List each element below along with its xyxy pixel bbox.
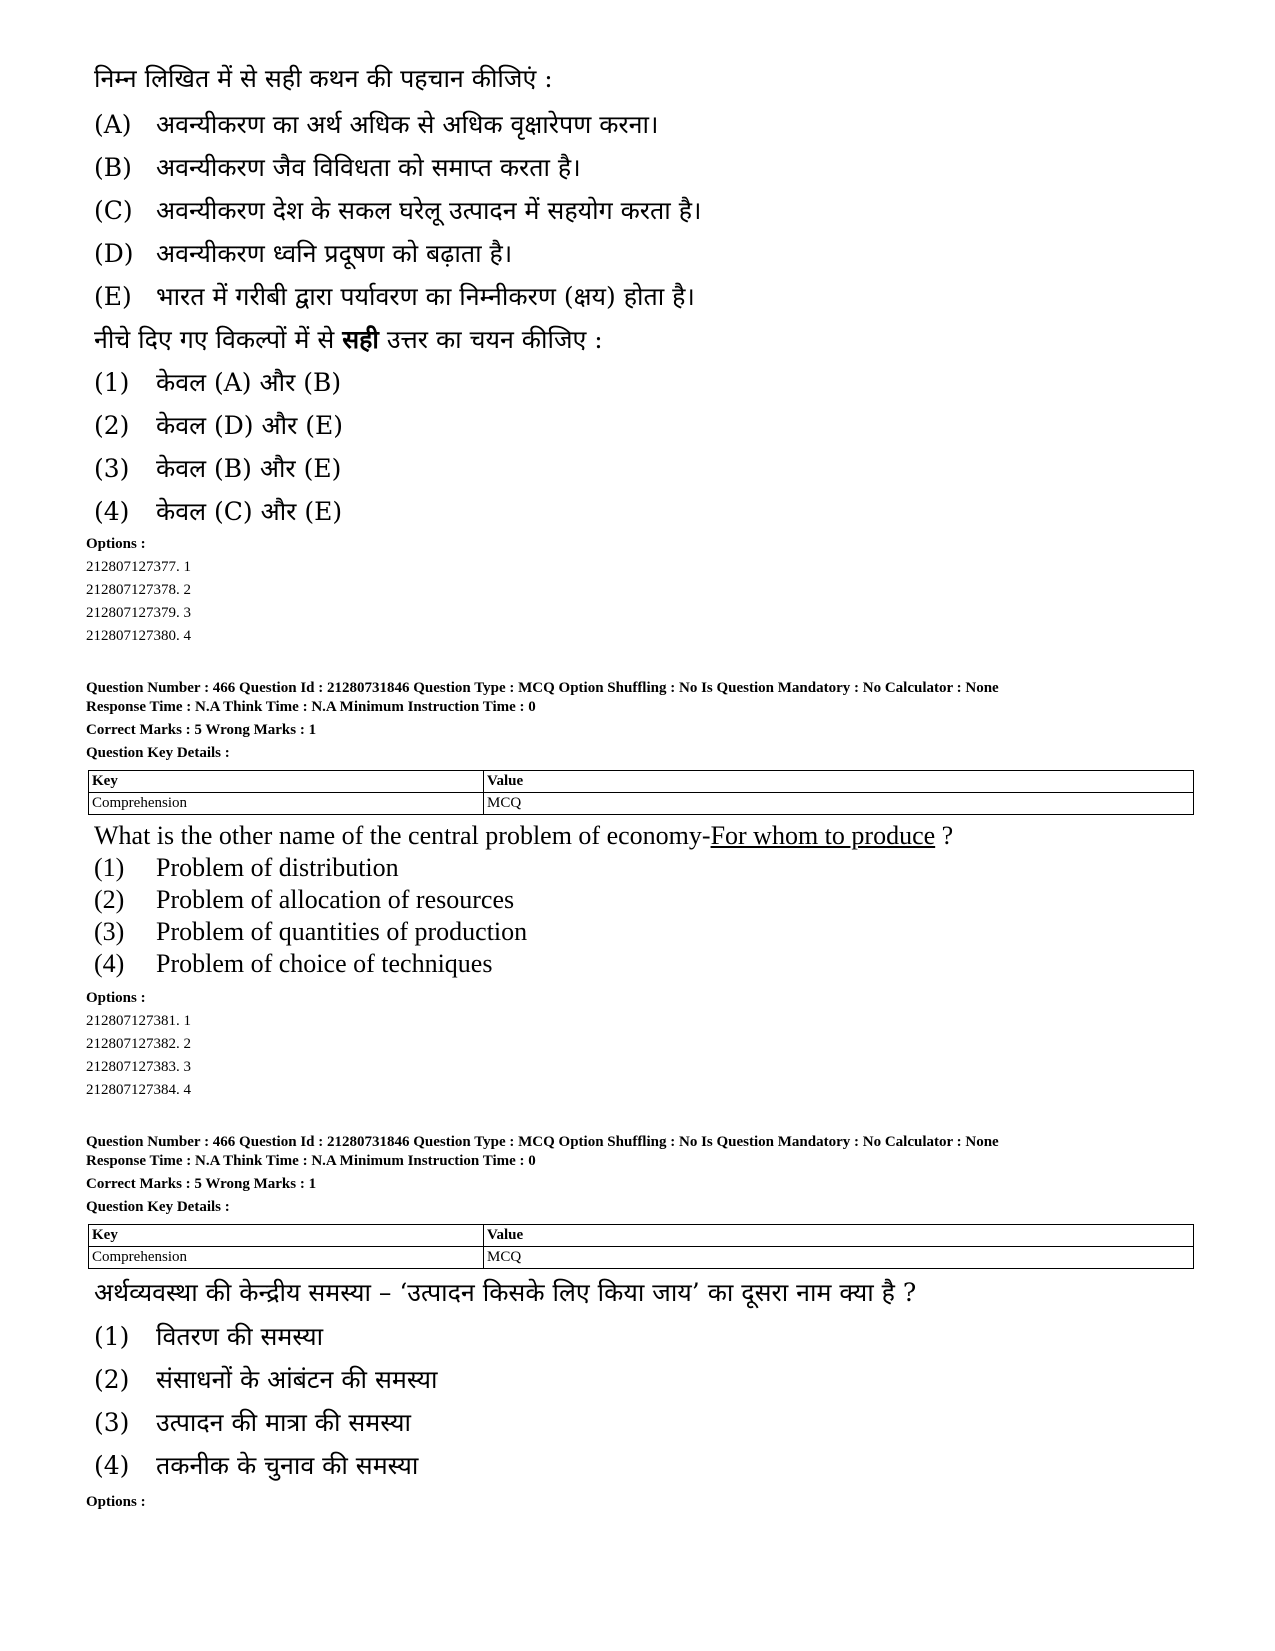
hindi-choice-1: (1) केवल (A) और (B) — [94, 368, 342, 397]
statement-c: (C) अवन्यीकरण देश के सकल घरेलू उत्पादन में सहयोग करता है। — [94, 196, 702, 225]
hindi-choice-2: (2) संसाधनों के आंबंटन की समस्या — [94, 1365, 438, 1394]
table-header-value: Value — [484, 771, 1194, 793]
table-row — [89, 793, 1194, 815]
question-meta-line1: Question Number : 466 Question Id : 21280731846 Question Type : MCQ Option Shuffling : No Is Question Mandatory : No Calculator : None — [86, 680, 999, 696]
statement-d: (D) अवन्यीकरण ध्वनि प्रदूषण को बढ़ाता है। — [94, 239, 513, 268]
option-id: 212807127377. 1 — [86, 559, 191, 575]
option-id: 212807127384. 4 — [86, 1082, 191, 1098]
table-header-row — [89, 1225, 1194, 1247]
option-id: 212807127383. 3 — [86, 1059, 191, 1075]
option-id: 212807127382. 2 — [86, 1036, 191, 1052]
marks-line: Correct Marks : 5 Wrong Marks : 1 — [86, 1176, 317, 1192]
english-choice-1: (1) Problem of distribution — [94, 853, 399, 882]
question-meta-line2: Response Time : N.A Think Time : N.A Minimum Instruction Time : 0 — [86, 699, 536, 715]
hindi-choice-3: (3) उत्पादन की मात्रा की समस्या — [94, 1408, 411, 1437]
table-cell-value: MCQ — [484, 1247, 1194, 1269]
english-question-text: What is the other name of the central problem of economy-For whom to produce ? — [94, 821, 954, 850]
hindi-question-text: अर्थव्यवस्था की केन्द्रीय समस्या – ‘उत्पादन किसके लिए किया जाय’ का दूसरा नाम क्या है ? — [94, 1278, 917, 1307]
option-id: 212807127381. 1 — [86, 1013, 191, 1029]
table-row — [89, 1247, 1194, 1269]
hindi-choice-4: (4) केवल (C) और (E) — [94, 497, 343, 526]
statement-e: (E) भारत में गरीबी द्वारा पर्यावरण का निम्नीकरण (क्षय) होता है। — [94, 282, 695, 311]
statement-b: (B) अवन्यीकरण जैव विविधता को समाप्त करता है। — [94, 153, 581, 182]
table-cell-value: MCQ — [484, 793, 1194, 815]
table-header-value: Value — [484, 1225, 1194, 1247]
hindi-choice-1: (1) वितरण की समस्या — [94, 1322, 324, 1351]
english-choice-3: (3) Problem of quantities of production — [94, 917, 528, 946]
key-details-label: Question Key Details : — [86, 745, 230, 761]
option-id: 212807127378. 2 — [86, 582, 191, 598]
question-meta-line2: Response Time : N.A Think Time : N.A Minimum Instruction Time : 0 — [86, 1153, 536, 1169]
table-cell-key: Comprehension — [89, 1247, 484, 1269]
marks-line: Correct Marks : 5 Wrong Marks : 1 — [86, 722, 317, 738]
options-label: Options : — [86, 990, 146, 1006]
english-choice-2: (2) Problem of allocation of resources — [94, 885, 515, 914]
options-label: Options : — [86, 536, 146, 552]
hindi-choice-4: (4) तकनीक के चुनाव की समस्या — [94, 1451, 419, 1480]
options-label: Options : — [86, 1494, 146, 1510]
option-id: 212807127379. 3 — [86, 605, 191, 621]
hindi-choice-3: (3) केवल (B) और (E) — [94, 454, 342, 483]
hindi-choice-2: (2) केवल (D) और (E) — [94, 411, 343, 440]
hindi-instruction: नीचे दिए गए विकल्पों में से सही उत्तर का चयन कीजिए : — [94, 325, 603, 354]
statement-a: (A) अवन्यीकरण का अर्थ अधिक से अधिक वृक्षारेपण करना। — [94, 110, 659, 139]
english-choice-4: (4) Problem of choice of techniques — [94, 949, 493, 978]
key-details-table — [88, 770, 1194, 815]
option-id: 212807127380. 4 — [86, 628, 191, 644]
table-cell-key: Comprehension — [89, 793, 484, 815]
key-details-table — [88, 1224, 1194, 1269]
table-header-key: Key — [89, 771, 484, 793]
table-header-row — [89, 771, 1194, 793]
hindi-question-text: निम्न लिखित में से सही कथन की पहचान कीजिएं : — [94, 64, 553, 93]
question-meta-line1: Question Number : 466 Question Id : 21280731846 Question Type : MCQ Option Shuffling : No Is Question Mandatory : No Calculator : None — [86, 1134, 999, 1150]
key-details-label: Question Key Details : — [86, 1199, 230, 1215]
table-header-key: Key — [89, 1225, 484, 1247]
